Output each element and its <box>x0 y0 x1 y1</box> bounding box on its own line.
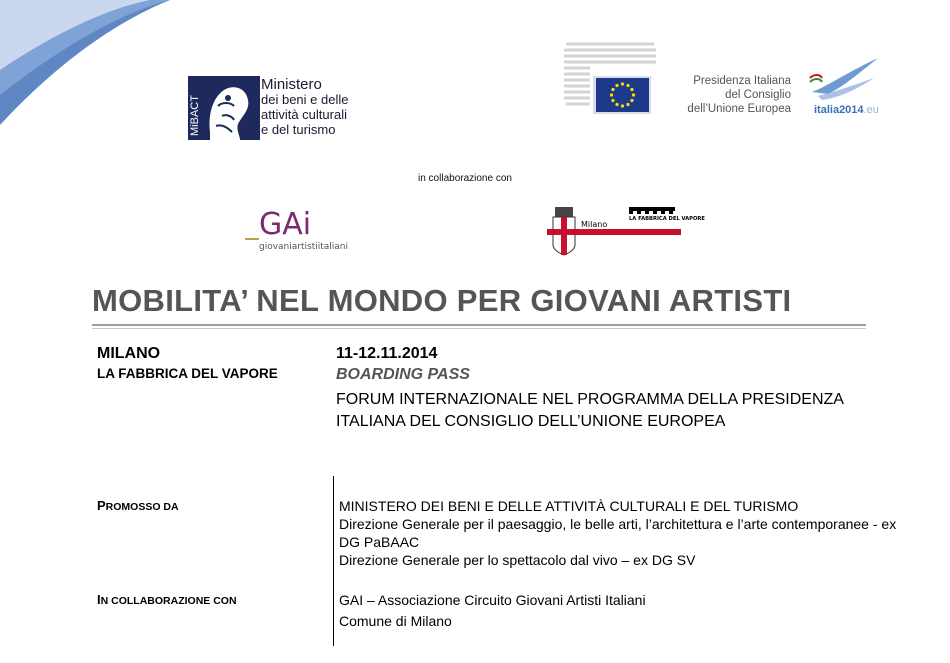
event-venue: LA FABBRICA DEL VAPORE <box>97 366 278 381</box>
page-title: MOBILITA’ NEL MONDO PER GIOVANI ARTISTI <box>92 283 792 318</box>
presidency-line-3: dell’Unione Europea <box>687 103 791 115</box>
collaboration-label <box>97 592 237 607</box>
promoted-by-line: MINISTERO DEI BENI E DELLE ATTIVITÀ CULTURALI E DEL TURISMO <box>339 498 799 514</box>
milano-logo-city: Milano <box>581 220 608 229</box>
promoted-by-line: Direzione Generale per lo spettacolo dal vivo – ex DG SV <box>339 552 696 568</box>
promoted-by-label <box>97 498 179 513</box>
mibact-logo-icon <box>188 76 260 140</box>
event-forum-description: FORUM INTERNAZIONALE NEL PROGRAMMA DELLA PRESIDENZA ITALIANA DEL CONSIGLIO DELL’UNIONE EUROPEA <box>336 391 844 430</box>
collaboration-label-initial: I <box>97 592 101 607</box>
mibact-name <box>261 77 348 137</box>
gai-logo-icon <box>245 202 385 254</box>
italia2014-wordmark <box>814 104 879 116</box>
collaboration-line: Comune di Milano <box>339 613 452 629</box>
eu-council-logo-icon <box>560 40 660 116</box>
gai-logo-caption: giovaniartistiitaliani <box>259 242 348 252</box>
collaboration-caption: in collaborazione con <box>418 173 512 184</box>
event-date: 11-12.11.2014 <box>336 345 438 362</box>
mibact-line-3: attività culturali <box>261 107 347 122</box>
mibact-line-4: e del turismo <box>261 122 336 137</box>
presidency-text <box>666 74 791 116</box>
italia2014-main: italia2014 <box>814 104 864 116</box>
gai-logo-mark: GAi <box>259 207 312 242</box>
collaboration-list <box>339 590 899 632</box>
collaboration-label-rest: N COLLABORAZIONE CON <box>100 595 237 607</box>
title-divider-thin <box>92 328 866 329</box>
mibact-vertical-mark: MiBACT <box>189 95 201 136</box>
corner-swoosh-decoration <box>0 0 170 140</box>
milano-fabbrica-logo-icon <box>547 205 705 255</box>
promoted-by-label-rest: ROMOSSO DA <box>105 501 179 513</box>
mibact-line-2: dei beni e delle <box>261 92 349 107</box>
column-divider <box>333 476 334 646</box>
italia2014-bird-icon <box>808 56 880 102</box>
title-divider <box>92 324 866 326</box>
milano-logo-fabbrica: LA FABBRICA DEL VAPORE <box>629 216 705 222</box>
event-city: MILANO <box>97 345 161 362</box>
event-boarding-pass: BOARDING PASS <box>336 366 470 383</box>
collaboration-line: GAI – Associazione Circuito Giovani Artisti Italiani <box>339 592 646 608</box>
mibact-line-1: Ministero <box>261 76 322 93</box>
promoted-by-line: Direzione Generale per il paesaggio, le belle arti, l’architettura e l’arte contemporanee - ex DG PaBAAC <box>339 516 897 550</box>
presidency-line-1: Presidenza Italiana <box>693 75 791 87</box>
promoted-by-label-initial: P <box>97 498 106 513</box>
presidency-line-2: del Consiglio <box>725 89 791 101</box>
italia2014-suffix: .eu <box>863 104 879 116</box>
promoted-by-list <box>339 497 899 569</box>
